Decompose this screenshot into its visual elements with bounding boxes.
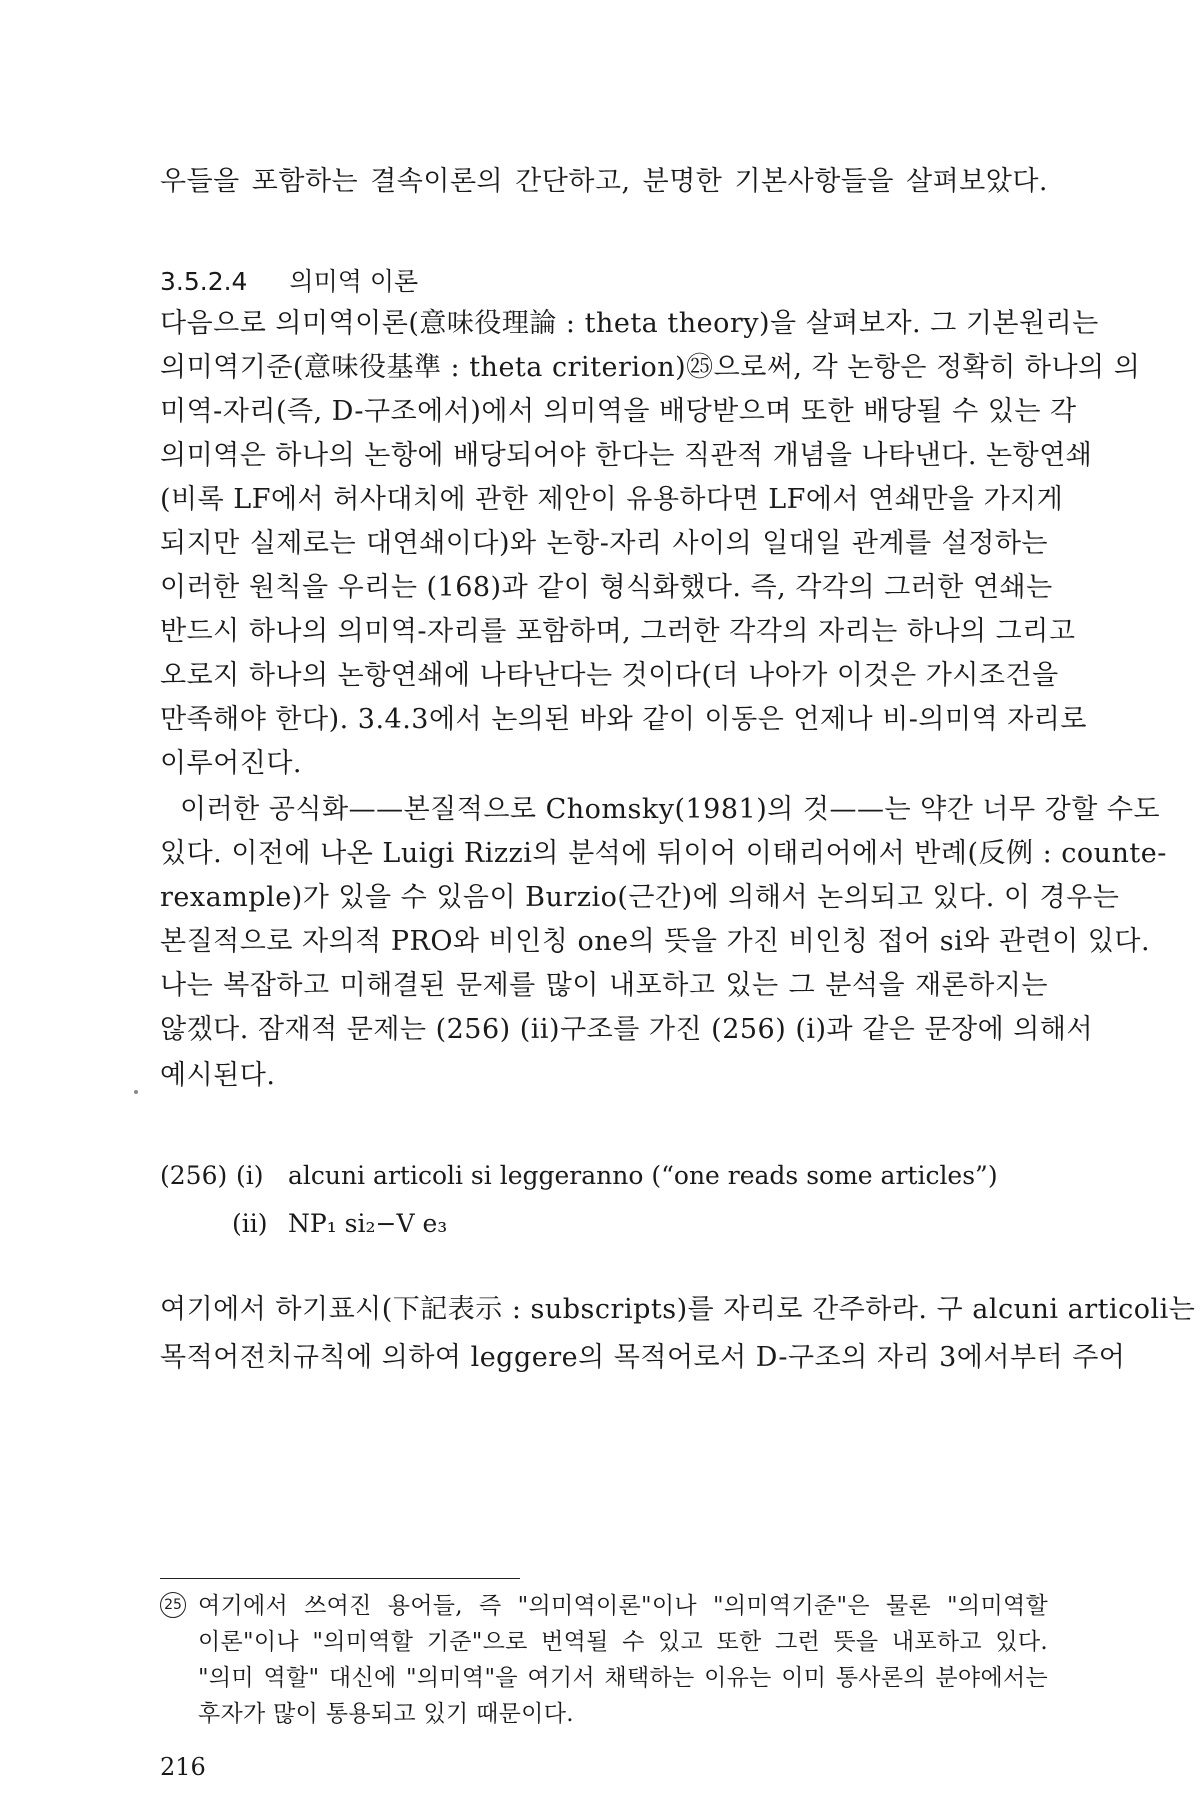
paragraph-line: rexample)가 있을 수 있음이 Burzio(근간)에 의해서 논의되고 있다. 이 경우는 xyxy=(160,882,1120,913)
paragraph-line: 만족해야 한다). 3.4.3에서 논의된 바와 같이 이동은 언제나 비-의미역 자리로 xyxy=(160,704,1087,735)
page-number: 216 xyxy=(160,1753,206,1781)
paragraph-line: 목적어전치규칙에 의하여 leggere의 목적어로서 D-구조의 자리 3에서부터 주어 xyxy=(160,1342,1126,1373)
paragraph-line: 않겠다. 잠재적 문제는 (256) (ii)구조를 가진 (256) (i)과 같은 문장에 의해서 xyxy=(160,1014,1094,1045)
paragraph-line: 이러한 원칙을 우리는 (168)과 같이 형식화했다. 즉, 각각의 그러한 연쇄는 xyxy=(160,572,1053,603)
paragraph-line: 미역-자리(즉, D-구조에서)에서 의미역을 배당받으며 또한 배당될 수 있는 각 xyxy=(160,396,1077,427)
paragraph-line: 이러한 공식화——본질적으로 Chomsky(1981)의 것——는 약간 너무 강할 수도 xyxy=(180,794,1161,825)
example-item-text: NP₁ si₂−V e₃ xyxy=(288,1209,448,1238)
footnote-marker: 25 xyxy=(160,1592,186,1618)
example-item-marker: (ii) xyxy=(232,1209,268,1238)
paragraph-line: (비록 LF에서 허사대치에 관한 제안이 유용하다면 LF에서 연쇄만을 가지게 xyxy=(160,484,1064,515)
continuation-line: 우들을 포함하는 결속이론의 간단하고, 분명한 기본사항들을 살펴보았다. xyxy=(160,166,1048,197)
paragraph-line: 되지만 실제로는 대연쇄이다)와 논항-자리 사이의 일대일 관계를 설정하는 xyxy=(160,528,1048,559)
footnote-line: 이론"이나 "의미역할 기준"으로 번역될 수 있고 또한 그런 뜻을 내포하고 있다. xyxy=(198,1629,1048,1655)
example-item-text: alcuni articoli si leggeranno (“one reads some articles”) xyxy=(288,1161,998,1190)
section-heading xyxy=(160,262,418,302)
paragraph-line: 다음으로 의미역이론(意味役理論 : theta theory)을 살펴보자. 그 기본원리는 xyxy=(160,308,1099,339)
margin-mark xyxy=(134,1090,138,1094)
footnote-line: 후자가 많이 통용되고 있기 때문이다. xyxy=(198,1701,574,1727)
footnote xyxy=(198,1588,1048,1732)
section-title: 의미역 이론 xyxy=(289,267,419,296)
section-number: 3.5.2.4 xyxy=(160,267,248,296)
paragraph-line: 반드시 하나의 의미역-자리를 포함하며, 그러한 각각의 자리는 하나의 그리고 xyxy=(160,616,1076,647)
paragraph-line: 여기에서 하기표시(下記表示 : subscripts)를 자리로 간주하라. 구 alcuni articoli는 xyxy=(160,1294,1196,1325)
paragraph-line: 본질적으로 자의적 PRO와 비인칭 one의 뜻을 가진 비인칭 접어 si와 관련이 있다. xyxy=(160,926,1151,957)
paragraph-line: 오로지 하나의 논항연쇄에 나타난다는 것이다(더 나아가 이것은 가시조건을 xyxy=(160,660,1059,691)
footnote-line: 여기에서 쓰여진 용어들, 즉 "의미역이론"이나 "의미역기준"은 물론 "의미역할 xyxy=(198,1593,1048,1619)
footnote-rule xyxy=(160,1578,520,1579)
example-item-marker: (i) xyxy=(236,1161,264,1190)
paragraph-line: 예시된다. xyxy=(160,1060,276,1091)
paragraph-line: 의미역기준(意味役基準 : theta criterion)㉕으로써, 각 논항은 정확히 하나의 의 xyxy=(160,352,1141,383)
paragraph-line: 의미역은 하나의 논항에 배당되어야 한다는 직관적 개념을 나타낸다. 논항연쇄 xyxy=(160,440,1093,471)
paragraph-line: 나는 복잡하고 미해결된 문제를 많이 내포하고 있는 그 분석을 재론하지는 xyxy=(160,970,1048,1001)
paragraph-line: 있다. 이전에 나온 Luigi Rizzi의 분석에 뒤이어 이태리어에서 반례(反例 : counte- xyxy=(160,838,1167,869)
footnote-line: "의미 역할" 대신에 "의미역"을 여기서 채택하는 이유는 이미 통사론의 분야에서는 xyxy=(198,1665,1048,1691)
example-label: (256) xyxy=(160,1161,228,1190)
paragraph-line: 이루어진다. xyxy=(160,748,302,779)
